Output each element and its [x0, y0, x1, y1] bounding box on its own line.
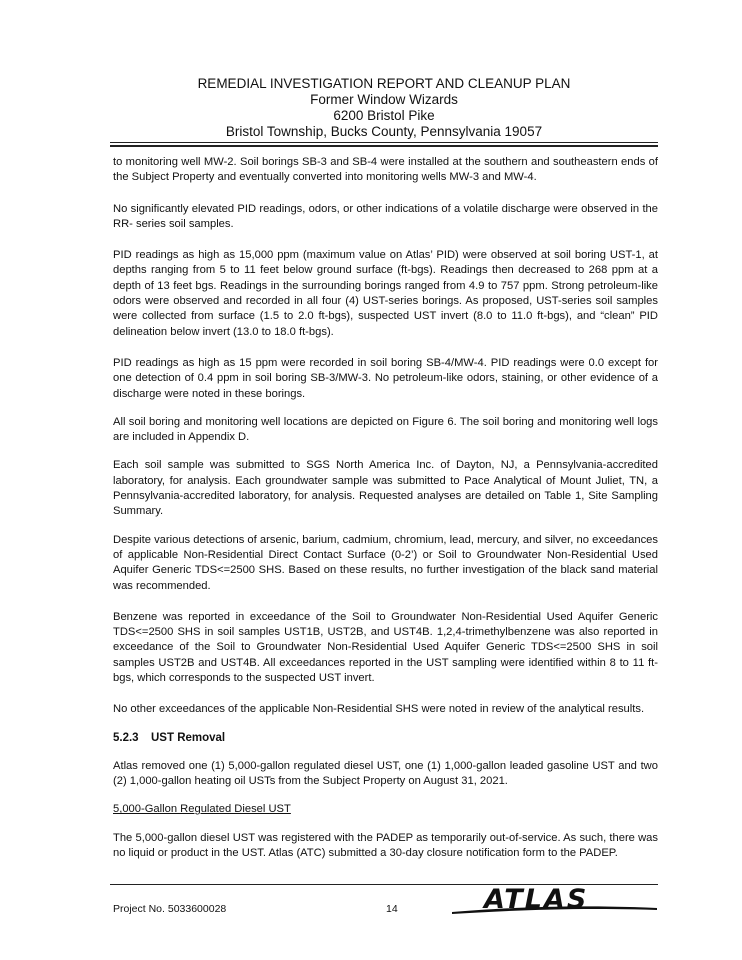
site-location: Bristol Township, Bucks County, Pennsylvania 19057 — [225, 124, 543, 139]
site-name: Former Window Wizards — [310, 92, 458, 107]
site-address: 6200 Bristol Pike — [333, 108, 435, 123]
section-heading — [113, 731, 658, 746]
paragraph: No significantly elevated PID readings, odors, or other indications of a volatile discharge were observed in the RR- series soil samples. — [113, 202, 658, 230]
paragraph: No other exceedances of the applicable Non-Residential SHS were noted in review of the analytical results. — [113, 703, 645, 716]
paragraph: Each soil sample was submitted to SGS North America Inc. of Dayton, NJ, a Pennsylvania-accredited laboratory, for analysis. Each groundwater sample was submitted to Pace Analytical of Mount Juliet, TN, a Pennsylvania-accredited laboratory, for analysis. Requested analyses are detailed on Table 1, Site Sampling Summary. — [113, 459, 658, 518]
header-rule-thin — [110, 142, 658, 143]
header-rule-thick — [110, 145, 658, 147]
section-number: 5.2.3 — [113, 731, 139, 744]
paragraph: The 5,000-gallon diesel UST was registered with the PADEP as temporarily out-of-service. As such, there was no liquid or product in the UST. Atlas (ATC) submitted a 30-day closure notification form to the PADEP. — [113, 831, 658, 859]
paragraph: All soil boring and monitoring well locations are depicted on Figure 6. The soil boring and monitoring well logs are included in Appendix D. — [113, 415, 658, 444]
paragraph: Despite various detections of arsenic, barium, cadmium, chromium, lead, mercury, and silver, no exceedances of applicable Non-Residential Direct Contact Surface (0-2’) or Soil to Groundwater Non-Residential Used Aquifer Generic TDS<=2500 SHS. Based on these results, no further investigation of the black sand material was recommended. — [113, 533, 658, 592]
subheading: 5,000-Gallon Regulated Diesel UST — [113, 803, 291, 816]
project-number: Project No. 5033600028 — [113, 903, 227, 915]
report-title: REMEDIAL INVESTIGATION REPORT AND CLEANUP PLAN — [197, 76, 571, 91]
paragraph: to monitoring well MW-2. Soil borings SB-3 and SB-4 were installed at the southern and southeastern ends of the Subject Property and eventually converted into monitoring wells MW-3 and MW-4. — [113, 156, 658, 184]
paragraph: Benzene was reported in exceedance of the Soil to Groundwater Non-Residential Used Aquifer Generic TDS<=2500 SHS in soil samples UST1B, UST2B, and UST4B. 1,2,4-trimethylbenzene was also reported in exceedance of the Soil to Groundwater Non-Residential Used Aquifer Generic TDS<=2500 SHS in soil samples UST2B and UST4B. All exceedances reported in the UST sampling were identified within 8 to 11 ft-bgs, which corresponds to the suspected UST invert. — [113, 610, 658, 685]
section-title: UST Removal — [151, 731, 226, 744]
paragraph: PID readings as high as 15 ppm were recorded in soil boring SB-4/MW-4. PID readings were 0.0 except for one detection of 0.4 ppm in soil boring SB-3/MW-3. No petroleum-like odors, staining, or other evidence of a discharge were noted in these borings. — [113, 356, 658, 400]
page-number: 14 — [386, 903, 398, 915]
report-body — [113, 155, 658, 861]
paragraph: Atlas removed one (1) 5,000-gallon regulated diesel UST, one (1) 1,000-gallon leaded gasoline UST and two (2) 1,000-gallon heating oil USTs from the Subject Property on August 31, 2021. — [113, 759, 658, 787]
paragraph: PID readings as high as 15,000 ppm (maximum value on Atlas’ PID) were observed at soil boring UST-1, at depths ranging from 5 to 11 feet below ground surface (ft-bgs). Readings then decreased to 268 ppm at a depth of 13 feet bgs. Readings in the surrounding borings ranged from 4.9 to 757 ppm. Strong petroleum-like odors were observed and recorded in all four (4) UST-series borings. As proposed, UST-series soil samples were collected from surface (1.5 to 2.0 ft-bgs), suspected UST invert (8.0 to 11.0 ft-bgs), and “clean” PID delineation below invert (13.0 to 18.0 ft-bgs). — [113, 249, 658, 338]
atlas-logo: ATLAS — [484, 884, 589, 915]
report-header — [110, 76, 658, 147]
